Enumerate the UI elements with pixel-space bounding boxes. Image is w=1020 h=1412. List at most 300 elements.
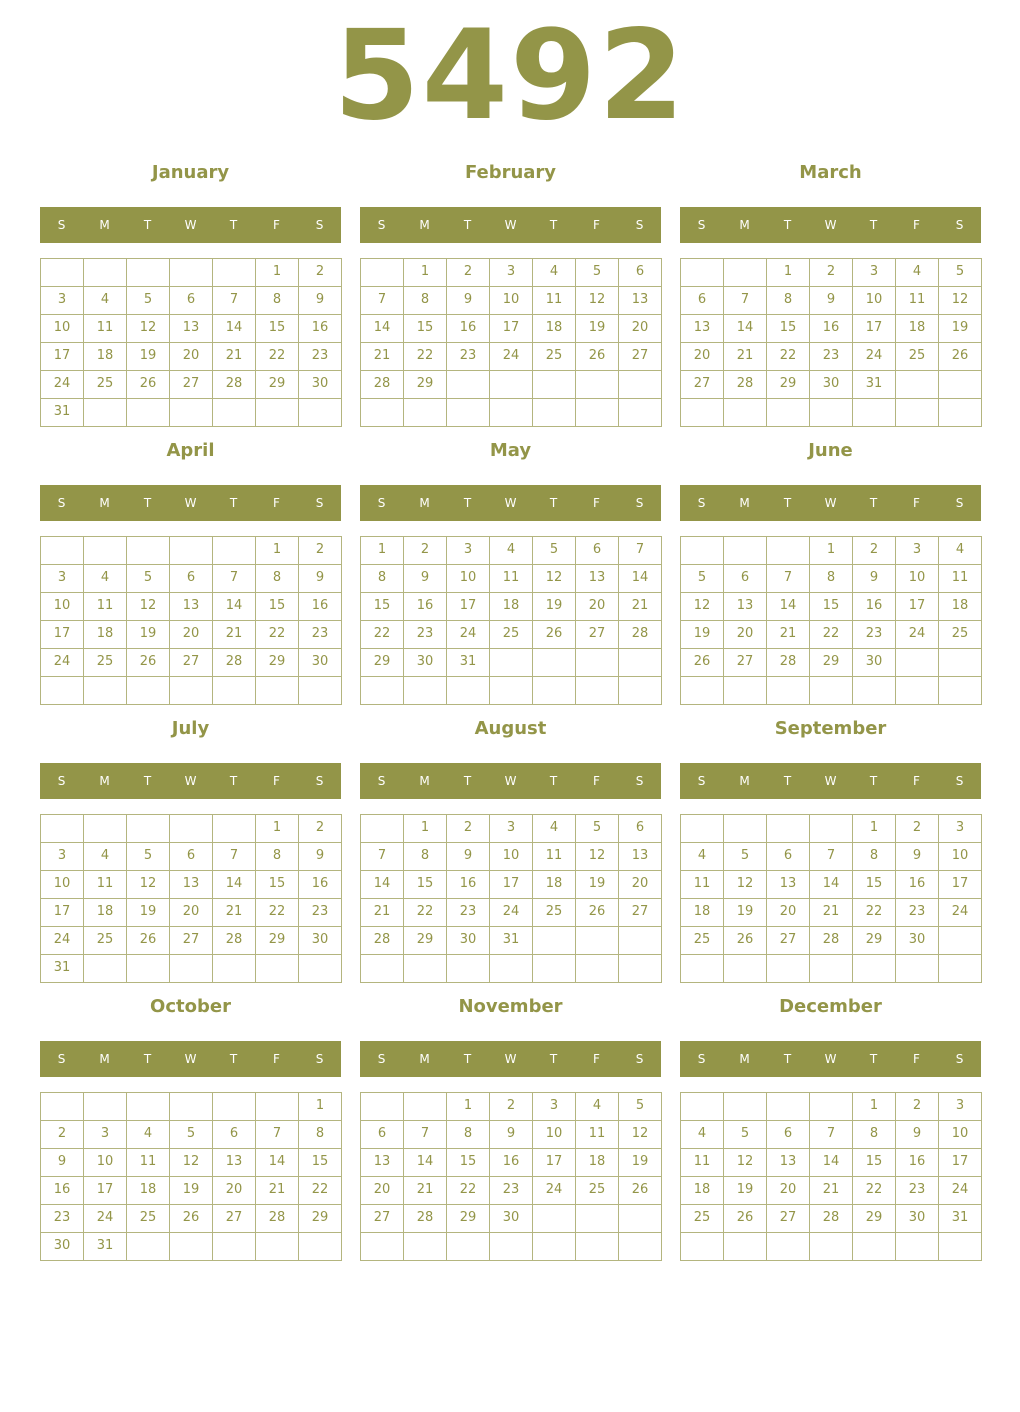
day-cell: 1 [809,536,853,565]
weekday-label: S [635,1052,644,1066]
empty-cell [126,676,170,705]
day-cell: 7 [212,564,256,593]
day-cell: 4 [83,286,127,315]
day-cell: 26 [680,648,724,677]
day-cell: 20 [169,342,213,371]
empty-cell [532,926,576,955]
day-cell: 14 [809,1148,853,1177]
day-cell: 24 [489,898,533,927]
empty-cell [680,954,724,983]
day-cell: 15 [255,314,299,343]
day-cell: 2 [895,1092,939,1121]
day-cell: 7 [255,1120,299,1149]
weekday-label: T [549,218,558,232]
day-cell: 22 [809,620,853,649]
month-title: June [808,440,853,461]
day-cell: 24 [938,1176,982,1205]
day-cell: 6 [169,564,213,593]
empty-cell [938,676,982,705]
day-cell: 19 [575,314,619,343]
empty-cell [212,1232,256,1261]
empty-cell [938,370,982,399]
day-cell: 8 [298,1120,342,1149]
weekday-label: S [377,218,386,232]
day-cell: 3 [532,1092,576,1121]
day-cell: 13 [169,592,213,621]
empty-cell [723,954,767,983]
day-cell: 27 [169,370,213,399]
day-cell: 23 [895,1176,939,1205]
day-cell: 19 [723,1176,767,1205]
day-cell: 12 [126,314,170,343]
year-title: 5492 [333,4,687,148]
weekday-label: T [463,1052,472,1066]
day-cell: 22 [852,898,896,927]
day-cell: 7 [766,564,810,593]
weekday-label: S [635,496,644,510]
empty-cell [298,398,342,427]
day-cell: 21 [212,898,256,927]
weekday-label: S [697,774,706,788]
empty-cell [766,536,810,565]
weekday-label: T [869,218,878,232]
empty-cell [403,1092,447,1121]
empty-cell [723,536,767,565]
day-cell: 22 [255,342,299,371]
day-cell: 14 [255,1148,299,1177]
weekday-label: W [184,774,197,788]
day-cell: 28 [618,620,662,649]
weekday-label: W [184,218,197,232]
day-cell: 22 [298,1176,342,1205]
day-cell: 15 [852,870,896,899]
day-cell: 10 [895,564,939,593]
empty-cell [532,648,576,677]
weekday-label: T [869,1052,878,1066]
weekday-label: M [99,496,110,510]
day-cell: 3 [852,258,896,287]
weekday-label: T [463,496,472,510]
weekday-label: W [824,774,837,788]
day-cell: 12 [618,1120,662,1149]
day-cell: 14 [766,592,810,621]
day-cell: 28 [255,1204,299,1233]
day-cell: 14 [403,1148,447,1177]
weekday-label: T [229,774,238,788]
weekday-header [360,207,661,243]
day-cell: 20 [212,1176,256,1205]
day-cell: 5 [723,1120,767,1149]
empty-cell [766,1092,810,1121]
day-cell: 9 [446,286,490,315]
day-cell: 24 [489,342,533,371]
day-cell: 30 [489,1204,533,1233]
empty-cell [126,258,170,287]
day-cell: 17 [489,314,533,343]
empty-cell [489,398,533,427]
day-cell: 9 [298,286,342,315]
day-cell: 5 [723,842,767,871]
empty-cell [618,370,662,399]
weekday-label: T [463,218,472,232]
empty-cell [212,258,256,287]
day-cell: 8 [852,842,896,871]
empty-cell [938,648,982,677]
day-cell: 1 [298,1092,342,1121]
day-cell: 7 [360,842,404,871]
day-cell: 24 [532,1176,576,1205]
day-cell: 27 [575,620,619,649]
day-cell: 17 [83,1176,127,1205]
empty-cell [766,1232,810,1261]
day-cell: 31 [83,1232,127,1261]
weekday-label: S [955,774,964,788]
day-cell: 23 [40,1204,84,1233]
day-cell: 20 [766,898,810,927]
empty-cell [169,536,213,565]
weekday-label: T [869,774,878,788]
day-cell: 29 [255,926,299,955]
weekday-label: M [739,1052,750,1066]
day-cell: 22 [255,620,299,649]
day-cell: 29 [298,1204,342,1233]
day-cell: 25 [938,620,982,649]
day-cell: 28 [403,1204,447,1233]
weekday-label: W [824,218,837,232]
day-cell: 26 [575,898,619,927]
empty-cell [938,1232,982,1261]
empty-cell [83,398,127,427]
day-cell: 10 [83,1148,127,1177]
day-cell: 21 [809,898,853,927]
day-cell: 15 [403,870,447,899]
day-cell: 21 [212,620,256,649]
empty-cell [809,1092,853,1121]
day-cell: 25 [83,370,127,399]
day-cell: 20 [169,620,213,649]
day-cell: 3 [489,814,533,843]
month-title: February [464,162,557,183]
weekday-label: M [99,774,110,788]
day-cell: 6 [618,258,662,287]
empty-cell [489,954,533,983]
weekday-label: T [783,218,792,232]
day-cell: 17 [852,314,896,343]
day-cell: 2 [895,814,939,843]
month-title: November [458,996,563,1017]
day-cell: 16 [446,870,490,899]
empty-cell [126,398,170,427]
empty-cell [360,398,404,427]
empty-cell [680,814,724,843]
day-cell: 18 [895,314,939,343]
empty-cell [40,1092,84,1121]
day-cell: 30 [40,1232,84,1261]
day-cell: 14 [360,870,404,899]
day-cell: 20 [575,592,619,621]
weekday-label: S [697,218,706,232]
day-cell: 9 [298,564,342,593]
day-cell: 31 [489,926,533,955]
weekday-header [360,1041,661,1077]
day-cell: 19 [680,620,724,649]
month-title: September [774,718,887,739]
day-cell: 6 [766,1120,810,1149]
day-cell: 15 [360,592,404,621]
day-cell: 18 [83,620,127,649]
day-cell: 31 [446,648,490,677]
day-cell: 30 [895,926,939,955]
weekday-label: T [783,496,792,510]
weekday-label: W [824,1052,837,1066]
empty-cell [255,954,299,983]
day-cell: 19 [126,342,170,371]
day-cell: 15 [446,1148,490,1177]
day-cell: 6 [575,536,619,565]
weekday-label: M [419,496,430,510]
day-grid [360,1092,661,1261]
empty-cell [126,954,170,983]
day-cell: 18 [532,870,576,899]
day-grid [40,814,341,983]
empty-cell [360,258,404,287]
weekday-label: T [229,218,238,232]
weekday-label: S [57,1052,66,1066]
weekday-label: S [315,218,324,232]
day-cell: 4 [938,536,982,565]
empty-cell [83,1092,127,1121]
day-cell: 8 [255,286,299,315]
empty-cell [446,676,490,705]
day-cell: 5 [126,564,170,593]
day-cell: 2 [852,536,896,565]
day-cell: 19 [126,620,170,649]
day-grid [40,258,341,427]
empty-cell [532,398,576,427]
weekday-label: S [377,496,386,510]
empty-cell [618,926,662,955]
empty-cell [360,1232,404,1261]
empty-cell [212,954,256,983]
day-cell: 23 [403,620,447,649]
day-grid [680,258,981,427]
day-cell: 27 [360,1204,404,1233]
day-cell: 11 [532,842,576,871]
day-cell: 29 [403,926,447,955]
day-cell: 18 [83,342,127,371]
day-cell: 14 [212,314,256,343]
weekday-label: F [913,774,920,788]
day-cell: 16 [403,592,447,621]
day-cell: 28 [360,370,404,399]
day-cell: 17 [489,870,533,899]
empty-cell [403,1232,447,1261]
day-cell: 16 [298,314,342,343]
weekday-label: T [549,774,558,788]
day-cell: 18 [126,1176,170,1205]
day-cell: 6 [618,814,662,843]
day-cell: 21 [360,898,404,927]
empty-cell [403,676,447,705]
weekday-label: W [504,774,517,788]
empty-cell [255,1232,299,1261]
day-cell: 21 [255,1176,299,1205]
day-cell: 24 [852,342,896,371]
day-cell: 20 [618,870,662,899]
day-cell: 23 [446,342,490,371]
day-cell: 12 [938,286,982,315]
day-cell: 21 [809,1176,853,1205]
day-cell: 26 [532,620,576,649]
day-cell: 18 [532,314,576,343]
weekday-label: S [955,496,964,510]
day-cell: 28 [360,926,404,955]
empty-cell [212,398,256,427]
weekday-header [680,763,981,799]
weekday-header [40,207,341,243]
day-cell: 23 [852,620,896,649]
empty-cell [809,814,853,843]
day-cell: 17 [40,620,84,649]
day-cell: 25 [532,342,576,371]
day-cell: 2 [446,258,490,287]
day-cell: 12 [723,1148,767,1177]
empty-cell [809,398,853,427]
empty-cell [575,676,619,705]
day-cell: 28 [723,370,767,399]
day-cell: 9 [446,842,490,871]
day-cell: 3 [83,1120,127,1149]
day-grid [360,814,661,983]
day-cell: 27 [723,648,767,677]
weekday-label: F [273,1052,280,1066]
empty-cell [83,536,127,565]
empty-cell [680,398,724,427]
day-cell: 26 [126,648,170,677]
empty-cell [680,1092,724,1121]
day-cell: 19 [575,870,619,899]
empty-cell [212,536,256,565]
empty-cell [40,258,84,287]
day-cell: 26 [618,1176,662,1205]
empty-cell [766,398,810,427]
day-cell: 5 [169,1120,213,1149]
weekday-label: S [315,496,324,510]
day-cell: 24 [938,898,982,927]
day-cell: 3 [40,842,84,871]
day-cell: 3 [40,564,84,593]
day-cell: 30 [298,370,342,399]
weekday-label: M [739,496,750,510]
weekday-label: F [593,496,600,510]
day-cell: 2 [403,536,447,565]
day-cell: 3 [446,536,490,565]
empty-cell [852,1232,896,1261]
day-cell: 3 [895,536,939,565]
empty-cell [766,814,810,843]
day-cell: 19 [618,1148,662,1177]
day-cell: 8 [255,842,299,871]
day-cell: 16 [809,314,853,343]
day-cell: 24 [895,620,939,649]
day-cell: 30 [298,926,342,955]
month-title: May [489,440,532,461]
day-cell: 19 [938,314,982,343]
day-cell: 11 [489,564,533,593]
empty-cell [723,1232,767,1261]
day-cell: 27 [766,1204,810,1233]
day-cell: 26 [169,1204,213,1233]
day-cell: 23 [298,620,342,649]
day-cell: 23 [298,342,342,371]
day-cell: 12 [723,870,767,899]
weekday-label: S [635,774,644,788]
empty-cell [255,398,299,427]
day-cell: 10 [446,564,490,593]
day-cell: 5 [938,258,982,287]
weekday-label: T [869,496,878,510]
day-cell: 22 [403,898,447,927]
weekday-label: M [419,218,430,232]
weekday-label: W [504,496,517,510]
empty-cell [169,398,213,427]
empty-cell [126,1092,170,1121]
weekday-label: F [593,1052,600,1066]
weekday-label: T [229,496,238,510]
day-cell: 13 [360,1148,404,1177]
day-cell: 24 [40,648,84,677]
weekday-header [40,763,341,799]
day-cell: 1 [255,814,299,843]
day-cell: 16 [489,1148,533,1177]
day-cell: 21 [212,342,256,371]
day-cell: 20 [169,898,213,927]
day-cell: 4 [83,564,127,593]
empty-cell [360,954,404,983]
empty-cell [809,1232,853,1261]
day-cell: 27 [169,648,213,677]
day-cell: 28 [809,1204,853,1233]
day-cell: 15 [809,592,853,621]
day-cell: 11 [126,1148,170,1177]
day-cell: 11 [83,314,127,343]
empty-cell [895,1232,939,1261]
day-cell: 1 [360,536,404,565]
weekday-label: W [824,496,837,510]
weekday-label: T [463,774,472,788]
day-cell: 12 [126,870,170,899]
day-cell: 12 [575,842,619,871]
day-cell: 3 [40,286,84,315]
day-cell: 28 [766,648,810,677]
day-cell: 18 [575,1148,619,1177]
day-cell: 26 [723,926,767,955]
day-cell: 5 [575,814,619,843]
day-grid [360,536,661,705]
empty-cell [532,1232,576,1261]
empty-cell [446,1232,490,1261]
empty-cell [532,370,576,399]
day-cell: 9 [895,842,939,871]
weekday-label: S [57,218,66,232]
weekday-label: F [593,218,600,232]
day-cell: 9 [40,1148,84,1177]
day-cell: 2 [40,1120,84,1149]
empty-cell [169,1092,213,1121]
day-cell: 10 [40,870,84,899]
day-cell: 29 [766,370,810,399]
weekday-label: S [377,1052,386,1066]
